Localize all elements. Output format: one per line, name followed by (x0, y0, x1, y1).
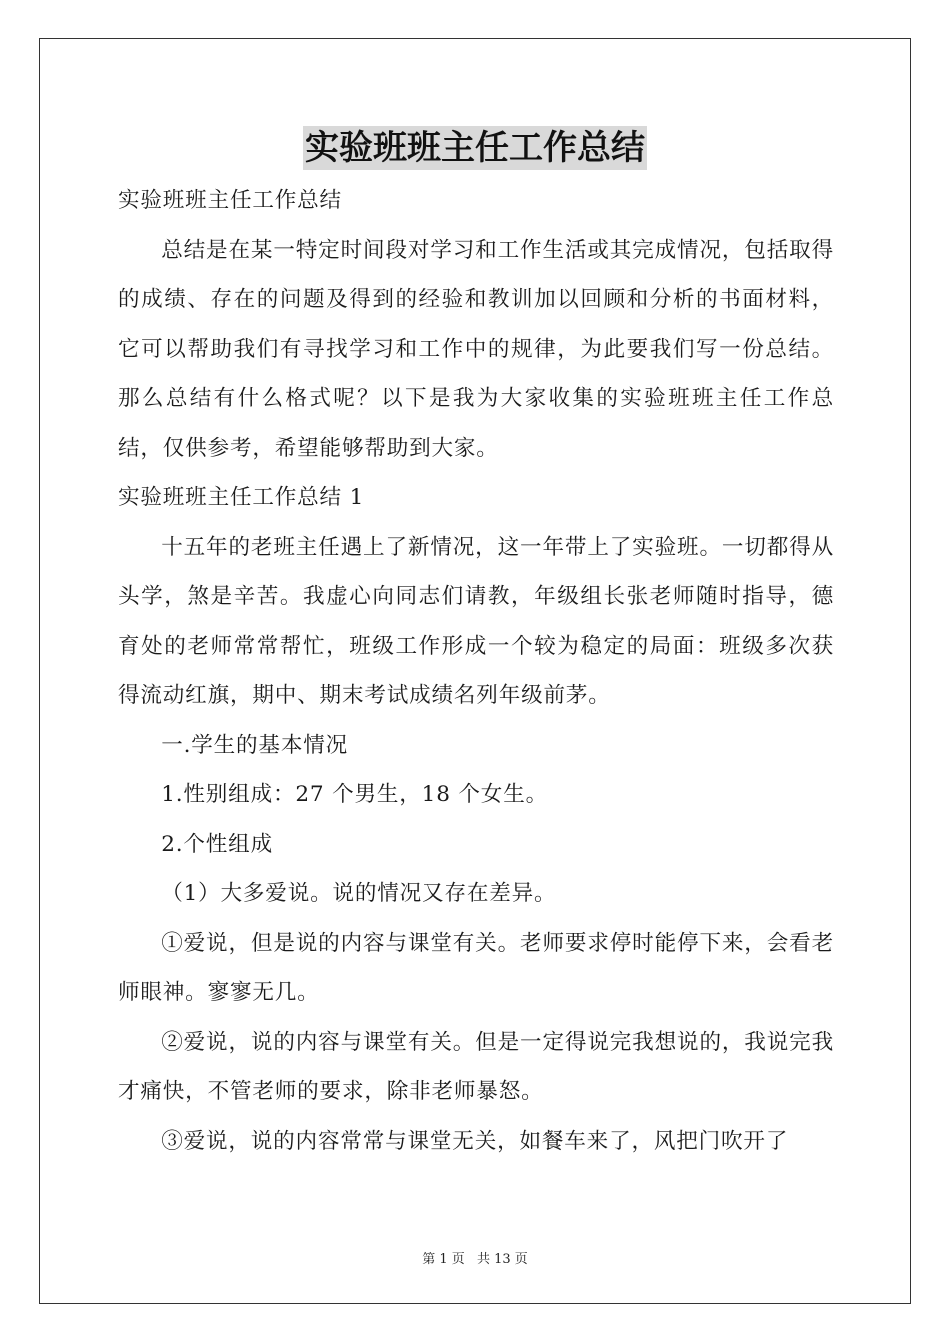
document-body (118, 176, 834, 1166)
subheading-basic-info: 一.学生的基本情况 (161, 732, 349, 758)
body-paragraph: 十五年的老班主任遇上了新情况，这一年带上了实验班。一切都得从头学，煞是辛苦。我虚心向同志们请教，年级组长张老师随时指导，德育处的老师常常帮忙，班级工作形成一个较为稳定的局面：班级多次获得流动红旗，期中、期末考试成绩名列年级前茅。 (118, 534, 834, 708)
page-total: 共 13 页 (476, 1252, 528, 1267)
list-item-gender: 1.性别组成：27 个男生，18 个女生。 (161, 782, 548, 807)
sub-item-talkative: （1）大多爱说。说的情况又存在差异。 (161, 881, 557, 906)
bullet-item-1: ①爱说，但是说的内容与课堂有关。老师要求停时能停下来，会看老师眼神。寥寥无几。 (118, 930, 834, 1005)
section-heading: 实验班班主任工作总结 1 (118, 485, 365, 510)
page-footer (0, 1248, 950, 1267)
bullet-item-3: ③爱说，说的内容常常与课堂无关，如餐车来了，风把门吹开了 (161, 1128, 789, 1154)
title-container (0, 126, 950, 170)
intro-paragraph: 总结是在某一特定时间段对学习和工作生活或其完成情况，包括取得的成绩、存在的问题及得到的经验和教训加以回顾和分析的书面材料，它可以帮助我们有寻找学习和工作中的规律，为此要我们写一份总结。那么总结有什么格式呢？以下是我为大家收集的实验班班主任工作总结，仅供参考，希望能够帮助到大家。 (118, 237, 834, 461)
page-number: 第 1 页 (422, 1252, 465, 1267)
subtitle-paragraph: 实验班班主任工作总结 (118, 188, 342, 213)
document-title: 实验班班主任工作总结 (305, 128, 645, 168)
list-item-personality: 2.个性组成 (161, 831, 273, 857)
bullet-item-2: ②爱说，说的内容与课堂有关。但是一定得说完我想说的，我说完我才痛快，不管老师的要求，除非老师暴怒。 (118, 1029, 834, 1104)
